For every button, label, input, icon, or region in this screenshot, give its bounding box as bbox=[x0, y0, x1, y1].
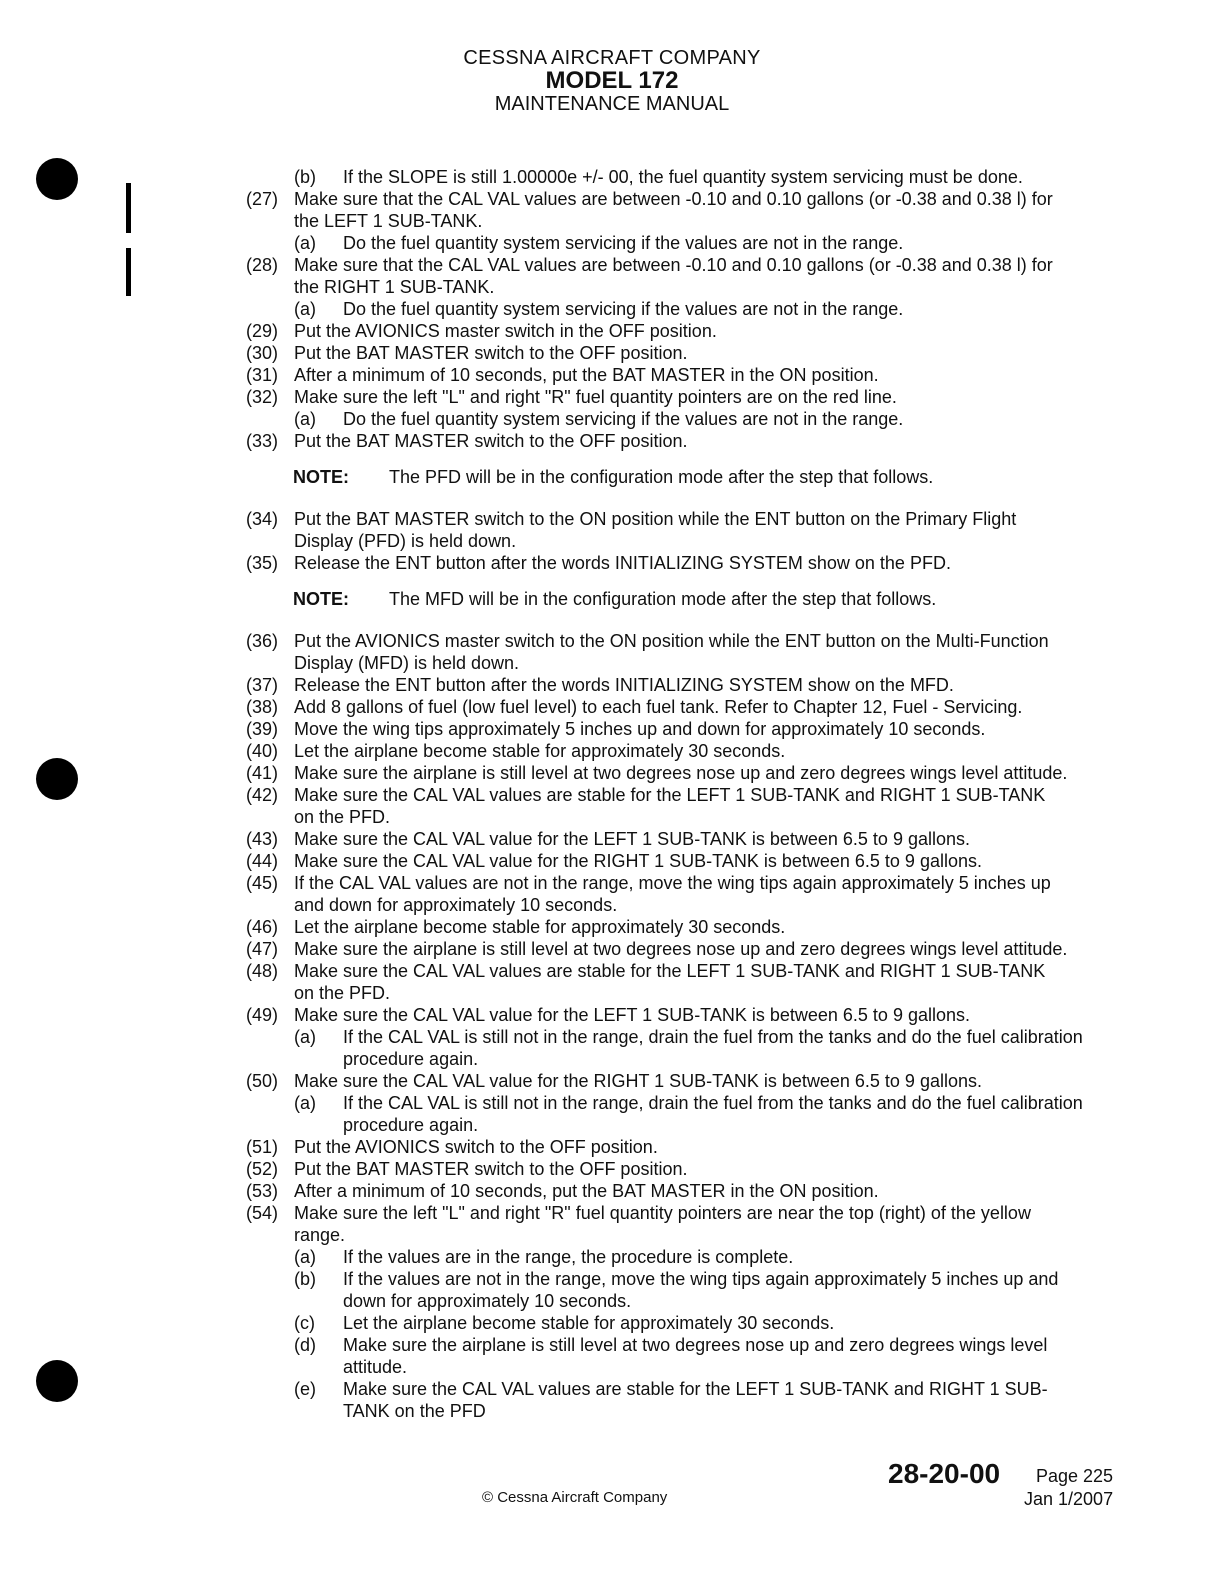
step-text: Do the fuel quantity system servicing if the values are not in the range. bbox=[343, 233, 904, 253]
step bbox=[0, 188, 1224, 232]
step-text: Release the ENT button after the words INITIALIZING SYSTEM show on the PFD. bbox=[294, 553, 951, 573]
manual-title: MAINTENANCE MANUAL bbox=[494, 93, 730, 115]
step-text: Put the BAT MASTER switch to the ON position while the ENT button on the Primary Flight bbox=[294, 509, 1017, 529]
sub-step bbox=[0, 1092, 1224, 1136]
step-number: (38) bbox=[246, 697, 279, 717]
step-number: (45) bbox=[246, 873, 279, 893]
step-number: (b) bbox=[294, 167, 316, 187]
sub-step bbox=[0, 166, 1224, 188]
model-title: MODEL 172 bbox=[545, 67, 679, 94]
step bbox=[0, 872, 1224, 916]
step-number: (d) bbox=[294, 1335, 316, 1355]
step-number: (54) bbox=[246, 1203, 279, 1223]
step-number: (49) bbox=[246, 1005, 279, 1025]
step bbox=[0, 828, 1224, 850]
step-text: Make sure the left "L" and right "R" fuel quantity pointers are near the top (right) of the yellow bbox=[294, 1203, 1031, 1223]
step-text: If the CAL VAL is still not in the range, drain the fuel from the tanks and do the fuel calibration bbox=[343, 1093, 1083, 1113]
step-number: (43) bbox=[246, 829, 279, 849]
step-text: Let the airplane become stable for approximately 30 seconds. bbox=[294, 741, 786, 761]
step bbox=[0, 938, 1224, 960]
step-number: (33) bbox=[246, 431, 279, 451]
step-number: (35) bbox=[246, 553, 279, 573]
step-text: TANK on the PFD bbox=[343, 1401, 486, 1421]
step-text: range. bbox=[294, 1225, 346, 1245]
step-text: procedure again. bbox=[343, 1115, 479, 1135]
step-text: Move the wing tips approximately 5 inches up and down for approximately 10 seconds. bbox=[294, 719, 986, 739]
step bbox=[0, 916, 1224, 938]
step-number: (b) bbox=[294, 1269, 316, 1289]
step bbox=[0, 762, 1224, 784]
sub-step bbox=[0, 1246, 1224, 1268]
step-text: Make sure the CAL VAL value for the RIGHT 1 SUB-TANK is between 6.5 to 9 gallons. bbox=[294, 1071, 982, 1091]
step-text: Put the BAT MASTER switch to the OFF position. bbox=[294, 343, 688, 363]
note-text: The MFD will be in the configuration mode after the step that follows. bbox=[389, 589, 937, 609]
step-number: (a) bbox=[294, 1247, 316, 1267]
chapter-code: 28-20-00 bbox=[888, 1458, 1001, 1489]
step-number: (50) bbox=[246, 1071, 279, 1091]
step-text: Make sure the CAL VAL values are stable for the LEFT 1 SUB-TANK and RIGHT 1 SUB-TANK bbox=[294, 961, 1046, 981]
note-label: NOTE: bbox=[293, 589, 349, 609]
step bbox=[0, 850, 1224, 872]
step-text: Make sure the CAL VAL values are stable for the LEFT 1 SUB-TANK and RIGHT 1 SUB-TANK bbox=[294, 785, 1046, 805]
step bbox=[0, 342, 1224, 364]
company-name: CESSNA AIRCRAFT COMPANY bbox=[463, 47, 761, 69]
step-text: Make sure the airplane is still level at two degrees nose up and zero degrees wings level attitude. bbox=[294, 763, 1068, 783]
step bbox=[0, 386, 1224, 408]
step-number: (51) bbox=[246, 1137, 279, 1157]
step-text: Make sure the airplane is still level at two degrees nose up and zero degrees wings level bbox=[343, 1335, 1048, 1355]
step-number: (a) bbox=[294, 409, 316, 429]
sub-step bbox=[0, 1334, 1224, 1378]
page-header bbox=[0, 48, 1224, 114]
step-text: Make sure that the CAL VAL values are between -0.10 and 0.10 gallons (or -0.38 and 0.38 l) for bbox=[294, 189, 1053, 209]
step-number: (29) bbox=[246, 321, 279, 341]
note-label: NOTE: bbox=[293, 467, 349, 487]
step-text: Do the fuel quantity system servicing if the values are not in the range. bbox=[343, 299, 904, 319]
step-number: (a) bbox=[294, 233, 316, 253]
step-text: If the CAL VAL is still not in the range, drain the fuel from the tanks and do the fuel calibration bbox=[343, 1027, 1083, 1047]
step bbox=[0, 552, 1224, 574]
step-number: (30) bbox=[246, 343, 279, 363]
procedure-steps bbox=[0, 166, 1224, 1422]
step-number: (e) bbox=[294, 1379, 316, 1399]
step bbox=[0, 674, 1224, 696]
step-text: Add 8 gallons of fuel (low fuel level) to each fuel tank. Refer to Chapter 12, Fuel - Servicing. bbox=[294, 697, 1023, 717]
step-number: (41) bbox=[246, 763, 279, 783]
step-text: If the values are in the range, the procedure is complete. bbox=[343, 1247, 794, 1267]
step-number: (36) bbox=[246, 631, 279, 651]
step-number: (37) bbox=[246, 675, 279, 695]
note bbox=[0, 466, 1224, 488]
step-text: Let the airplane become stable for approximately 30 seconds. bbox=[294, 917, 786, 937]
step bbox=[0, 960, 1224, 1004]
step bbox=[0, 364, 1224, 386]
step-number: (a) bbox=[294, 1093, 316, 1113]
step-text: Make sure the airplane is still level at two degrees nose up and zero degrees wings level attitude. bbox=[294, 939, 1068, 959]
sub-step bbox=[0, 298, 1224, 320]
step-text: the RIGHT 1 SUB-TANK. bbox=[294, 277, 495, 297]
step-number: (53) bbox=[246, 1181, 279, 1201]
step bbox=[0, 1180, 1224, 1202]
sub-step bbox=[0, 1378, 1224, 1422]
sub-step bbox=[0, 1026, 1224, 1070]
step-text: Make sure the left "L" and right "R" fuel quantity pointers are on the red line. bbox=[294, 387, 897, 407]
sub-step bbox=[0, 408, 1224, 430]
step-number: (27) bbox=[246, 189, 279, 209]
step-text: After a minimum of 10 seconds, put the BAT MASTER in the ON position. bbox=[294, 1181, 879, 1201]
step-text: on the PFD. bbox=[294, 807, 391, 827]
step bbox=[0, 784, 1224, 828]
step-text: Display (PFD) is held down. bbox=[294, 531, 517, 551]
step-number: (52) bbox=[246, 1159, 279, 1179]
sub-step bbox=[0, 232, 1224, 254]
step-number: (47) bbox=[246, 939, 279, 959]
step-number: (34) bbox=[246, 509, 279, 529]
step bbox=[0, 430, 1224, 452]
step bbox=[0, 320, 1224, 342]
step bbox=[0, 696, 1224, 718]
note bbox=[0, 588, 1224, 610]
sub-step bbox=[0, 1312, 1224, 1334]
step-text: Make sure the CAL VAL value for the LEFT 1 SUB-TANK is between 6.5 to 9 gallons. bbox=[294, 829, 971, 849]
step-text: Make sure that the CAL VAL values are between -0.10 and 0.10 gallons (or -0.38 and 0.38 l) for bbox=[294, 255, 1053, 275]
step bbox=[0, 1004, 1224, 1026]
step bbox=[0, 740, 1224, 762]
step-number: (31) bbox=[246, 365, 279, 385]
step-text: If the values are not in the range, move the wing tips again approximately 5 inches up and bbox=[343, 1269, 1059, 1289]
step-text: Put the AVIONICS switch to the OFF position. bbox=[294, 1137, 658, 1157]
step-number: (28) bbox=[246, 255, 279, 275]
step-text: down for approximately 10 seconds. bbox=[343, 1291, 632, 1311]
step-text: Put the AVIONICS master switch in the OFF position. bbox=[294, 321, 717, 341]
step-text: If the CAL VAL values are not in the range, move the wing tips again approximately 5 inches up bbox=[294, 873, 1051, 893]
step-text: If the SLOPE is still 1.00000e +/- 00, the fuel quantity system servicing must be done. bbox=[343, 167, 1023, 187]
step-text: Make sure the CAL VAL value for the LEFT 1 SUB-TANK is between 6.5 to 9 gallons. bbox=[294, 1005, 971, 1025]
step-number: (46) bbox=[246, 917, 279, 937]
step-text: Make sure the CAL VAL value for the RIGHT 1 SUB-TANK is between 6.5 to 9 gallons. bbox=[294, 851, 982, 871]
step-text: Put the AVIONICS master switch to the ON position while the ENT button on the Multi-Function bbox=[294, 631, 1049, 651]
step-number: (c) bbox=[294, 1313, 315, 1333]
step-number: (a) bbox=[294, 1027, 316, 1047]
step bbox=[0, 1136, 1224, 1158]
step-text: After a minimum of 10 seconds, put the BAT MASTER in the ON position. bbox=[294, 365, 879, 385]
step bbox=[0, 630, 1224, 674]
step-text: Release the ENT button after the words INITIALIZING SYSTEM show on the MFD. bbox=[294, 675, 954, 695]
step bbox=[0, 1070, 1224, 1092]
copyright: © Cessna Aircraft Company bbox=[482, 1489, 668, 1506]
step bbox=[0, 508, 1224, 552]
step bbox=[0, 1202, 1224, 1246]
step-number: (39) bbox=[246, 719, 279, 739]
step-number: (44) bbox=[246, 851, 279, 871]
step-text: Let the airplane become stable for approximately 30 seconds. bbox=[343, 1313, 835, 1333]
step-text: on the PFD. bbox=[294, 983, 391, 1003]
step-number: (48) bbox=[246, 961, 279, 981]
step-text: Put the BAT MASTER switch to the OFF position. bbox=[294, 1159, 688, 1179]
step-text: Do the fuel quantity system servicing if the values are not in the range. bbox=[343, 409, 904, 429]
step-number: (a) bbox=[294, 299, 316, 319]
step-text: procedure again. bbox=[343, 1049, 479, 1069]
revision-date: Jan 1/2007 bbox=[1024, 1489, 1114, 1509]
step-number: (40) bbox=[246, 741, 279, 761]
step bbox=[0, 254, 1224, 298]
step-text: Put the BAT MASTER switch to the OFF position. bbox=[294, 431, 688, 451]
step-number: (42) bbox=[246, 785, 279, 805]
note-text: The PFD will be in the configuration mode after the step that follows. bbox=[389, 467, 934, 487]
step-text: attitude. bbox=[343, 1357, 408, 1377]
step-text: Make sure the CAL VAL values are stable for the LEFT 1 SUB-TANK and RIGHT 1 SUB- bbox=[343, 1379, 1048, 1399]
step-text: and down for approximately 10 seconds. bbox=[294, 895, 618, 915]
step-text: the LEFT 1 SUB-TANK. bbox=[294, 211, 483, 231]
step-text: Display (MFD) is held down. bbox=[294, 653, 520, 673]
step-number: (32) bbox=[246, 387, 279, 407]
step bbox=[0, 1158, 1224, 1180]
step bbox=[0, 718, 1224, 740]
page-number: Page 225 bbox=[1036, 1466, 1114, 1486]
sub-step bbox=[0, 1268, 1224, 1312]
